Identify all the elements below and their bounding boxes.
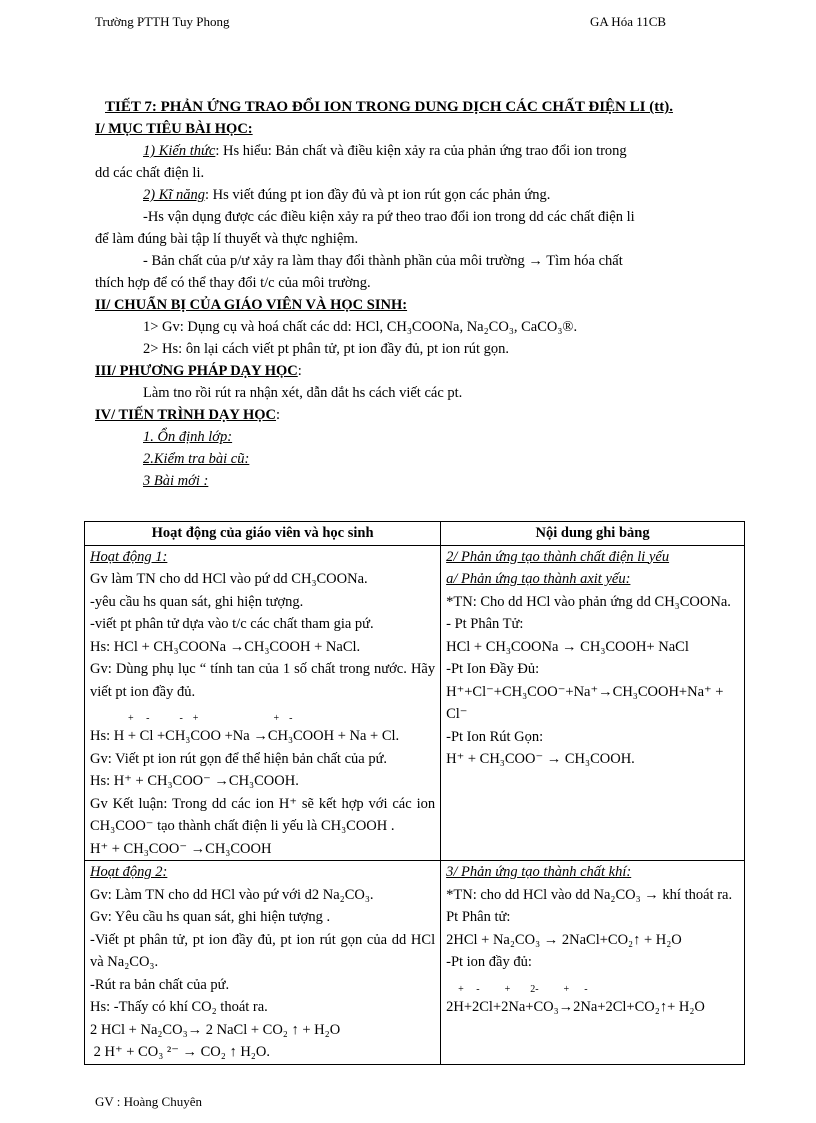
section-1-title: I/ MỤC TIÊU BÀI HỌC: bbox=[95, 121, 253, 137]
left-line: -yêu cầu hs quan sát, ghi hiện tượng. bbox=[90, 593, 304, 610]
activity-1-title: Hoạt động 1: bbox=[90, 548, 168, 565]
left-line: Gv: Dùng phụ lục “ tính tan của 1 số chất trong nước. Hãy viết pt ion đầy đủ. bbox=[90, 661, 436, 700]
header-school: Trường PTTH Tuy Phong bbox=[95, 14, 230, 29]
table-row-activity-2 bbox=[85, 861, 745, 1065]
right-line: H⁺+Cl⁻+CH₃COO⁻+Na⁺→CH₃COOH+Na⁺ + Cl⁻ bbox=[446, 683, 724, 722]
section-4-title: IV/ TIẾN TRÌNH DẠY HỌC bbox=[95, 407, 277, 423]
step-3: 3 Bài mới : bbox=[143, 473, 209, 489]
knowledge-text: : Hs hiểu: Bản chất và điều kiện xảy ra của phản ứng trao đổi ion trong bbox=[215, 143, 627, 159]
prep-teacher: 1> Gv: Dụng cụ và hoá chất các dd: HCl, CH₃COONa, Na₂CO₃, CaCO₃®. bbox=[143, 319, 578, 335]
left-line: Hs: H⁺ + CH₃COO⁻ →CH₃COOH. bbox=[90, 773, 299, 789]
skill-text: : Hs viết đúng pt ion đầy đủ và pt ion rút gọn các phản ứng. bbox=[205, 187, 551, 203]
table-head-board: Nội dung ghi bảng bbox=[441, 522, 745, 546]
left-line: 2 H⁺ + CO₃ ²⁻ → CO₂ ↑ H₂O. bbox=[90, 1044, 270, 1060]
left-line: Hs: H + Cl +CH₃COO +Na →CH₃COOH + Na + Cl. bbox=[90, 728, 400, 744]
knowledge-label: 1) Kiến thức bbox=[143, 143, 216, 159]
right-line: HCl + CH₃COONa → CH₃COOH+ NaCl bbox=[446, 638, 689, 655]
left-line: -Viết pt phân tử, pt ion đầy đủ, pt ion rút gọn của dd HCl và Na₂CO₃. bbox=[90, 931, 436, 970]
step-1: 1. Ổn định lớp: bbox=[143, 429, 233, 445]
right-heading: 3/ Phản ứng tạo thành chất khí: bbox=[446, 864, 632, 880]
activity-2-cell bbox=[85, 861, 441, 1065]
right-line: *TN: Cho dd HCl vào phản ứng dd CH₃COONa. bbox=[446, 593, 731, 610]
skill-text-5: thích hợp để có thể thay đổi t/c của môi trường. bbox=[95, 275, 371, 291]
lesson-body bbox=[95, 96, 725, 492]
left-line: Hs: -Thấy có khí CO₂ thoát ra. bbox=[90, 999, 268, 1015]
skill-label: 2) Kĩ năng bbox=[143, 187, 206, 203]
table-row-activity-1 bbox=[85, 545, 745, 861]
left-line: Gv: Làm TN cho dd HCl vào pứ với d2 Na₂CO₃. bbox=[90, 886, 374, 903]
section-4-colon: : bbox=[276, 407, 281, 423]
section-3-colon: : bbox=[297, 363, 302, 379]
left-line: Hs: HCl + CH₃COONa →CH₃COOH + NaCl. bbox=[90, 638, 361, 655]
right-line: Pt Phân tử: bbox=[446, 909, 511, 925]
ion-charges-line: + - - + + - bbox=[128, 713, 293, 724]
right-line: 2H+2Cl+2Na+CO₃→2Na+2Cl+CO₂↑+ H₂O bbox=[446, 998, 705, 1015]
footer-teacher: GV : Hoàng Chuyên bbox=[95, 1094, 203, 1109]
right-line: - Pt Phân Tử: bbox=[446, 616, 524, 632]
table-header-row bbox=[85, 522, 745, 546]
knowledge-text-cont: dd các chất điện li. bbox=[95, 165, 205, 181]
skill-text-2: -Hs vận dụng được các điều kiện xảy ra pứ theo trao đổi ion trong dd các chất điện li bbox=[143, 209, 635, 225]
left-line: 2 HCl + Na₂CO₃→ 2 NaCl + CO₂ ↑ + H₂O bbox=[90, 1021, 341, 1038]
section-3-title: III/ PHƯƠNG PHÁP DẠY HỌC bbox=[95, 363, 298, 379]
ion-charges-line: + - + 2- + - bbox=[458, 983, 588, 995]
header-course: GA Hóa 11CB bbox=[590, 14, 667, 29]
board-cell-2 bbox=[441, 861, 745, 1065]
right-heading: 2/ Phản ứng tạo thành chất điện li yếu bbox=[446, 548, 670, 565]
right-line: H⁺ + CH₃COO⁻ → CH₃COOH. bbox=[446, 751, 635, 767]
right-line: *TN: cho dd HCl vào dd Na₂CO₃ → khí thoát ra. bbox=[446, 886, 733, 903]
step-2: 2.Kiểm tra bài cũ: bbox=[143, 451, 250, 467]
left-line: Gv làm TN cho dd HCl vào pứ dd CH₃COONa. bbox=[90, 571, 368, 587]
lesson-title: TIẾT 7: PHẢN ỨNG TRAO ĐỔI ION TRONG DUNG DỊCH CÁC CHẤT ĐIỆN LI (tt). bbox=[105, 99, 673, 115]
board-cell-1 bbox=[441, 545, 745, 861]
left-line: Gv Kết luận: Trong dd các ion H⁺ sẽ kết hợp với các ion CH₃COO⁻ tạo thành chất điện li yếu là CH₃COOH . bbox=[90, 795, 436, 834]
section-2-title: II/ CHUẨN BỊ CỦA GIÁO VIÊN VÀ HỌC SINH: bbox=[95, 297, 408, 313]
right-subheading: a/ Phản ứng tạo thành axit yếu: bbox=[446, 571, 631, 587]
skill-text-3: để làm đúng bài tập lí thuyết và thực nghiệm. bbox=[95, 231, 359, 247]
skill-text-4: - Bản chất của p/ư xảy ra làm thay đổi thành phần của môi trường → Tìm hóa chất bbox=[143, 253, 623, 269]
right-line: -Pt Ion Rút Gọn: bbox=[446, 728, 544, 745]
prep-student: 2> Hs: ôn lại cách viết pt phân tử, pt ion đầy đủ, pt ion rút gọn. bbox=[143, 341, 509, 357]
right-line: -Pt Ion Đầy Đủ: bbox=[446, 661, 540, 677]
left-line: -Rút ra bản chất của pứ. bbox=[90, 976, 230, 993]
left-line: -viết pt phân tử dựa vào t/c các chất tham gia pứ. bbox=[90, 616, 374, 632]
left-line: H⁺ + CH₃COO⁻ →CH₃COOH bbox=[90, 840, 272, 857]
activity-2-title: Hoạt động 2: bbox=[90, 864, 168, 880]
lesson-table bbox=[84, 521, 745, 1065]
right-line: 2HCl + Na₂CO₃ → 2NaCl+CO₂↑ + H₂O bbox=[446, 931, 682, 948]
method-text: Làm tno rồi rút ra nhận xét, dẫn dắt hs cách viết các pt. bbox=[143, 385, 463, 401]
activity-1-cell bbox=[85, 545, 441, 861]
right-line: -Pt ion đầy đủ: bbox=[446, 954, 532, 970]
left-line: Gv: Viết pt ion rút gọn để thể hiện bản chất của pứ. bbox=[90, 750, 388, 767]
left-line: Gv: Yêu cầu hs quan sát, ghi hiện tượng . bbox=[90, 909, 331, 925]
table-head-activities: Hoạt động của giáo viên và học sinh bbox=[85, 522, 441, 546]
